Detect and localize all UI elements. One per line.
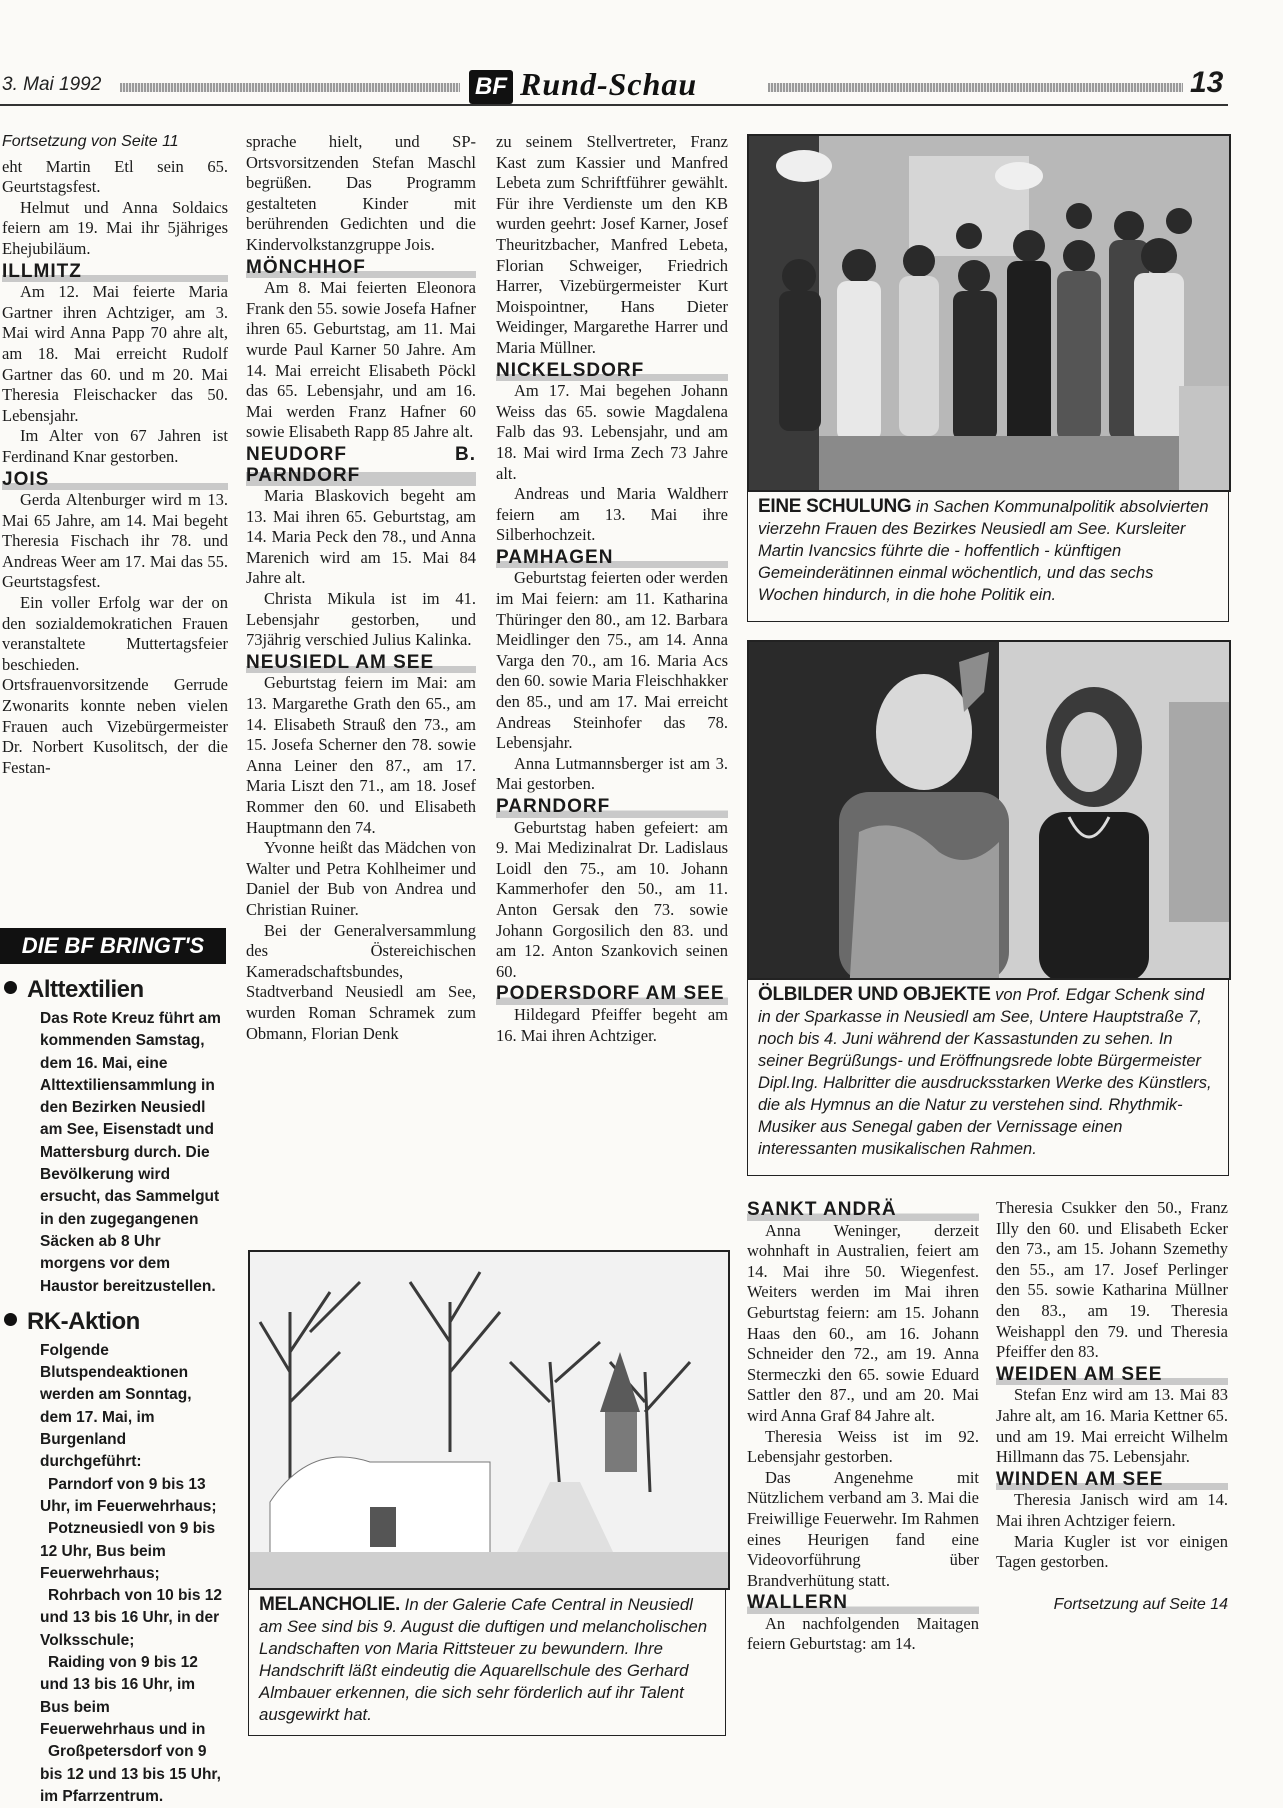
paragraph: Am 8. Mai feierten Eleonora Frank den 55. sowie Josefa Hafner ihren 65. Geburtstag, am 11. Mai wurde Paul Karner 50 Jahre. Am 14. Mai erreicht Elisabeth Pöckl das 65. Lebensjahr, und am 16. Mai werden Franz Hafner 60 sowie Elisabeth Rapp 85 Jahre alt. [246,278,476,442]
section-heading-neudorf: NEUDORF B. PARNDORF [246,443,476,486]
photo-group-women [747,134,1231,492]
bf-paragraph: Raiding von 9 bis 12 und 13 bis 16 Uhr, im Bus beim Feuerwehrhaus und in [40,1654,206,1738]
paragraph: Yvonne heißt das Mädchen von Walter und Petra Kohlheimer und Daniel der Bub von Andrea und Christian Ruiner. [246,838,476,919]
watercolour-painting-image [250,1252,728,1588]
bf-box [0,966,226,1808]
section-heading-podersdorf: PODERSDORF AM SEE [496,982,728,1005]
paragraph: An nachfolgenden Maitagen feiern Geburtstag: am 14. [747,1613,979,1654]
continued-on: Fortsetzung auf Seite 14 [1053,1595,1228,1613]
paragraph: Anna Lutmannsberger ist am 3. Mai gestorben. [496,753,728,794]
section-title: Rund-Schau [520,66,698,102]
paragraph: Andreas und Maria Waldherr feiern am 13. Mai ihre Silberhochzeit. [496,484,728,545]
bf-heading-rk-aktion: RK-Aktion [4,1308,226,1336]
vernissage-photo-image [749,642,1229,978]
column-3 [496,132,728,1046]
column-4 [747,1198,979,1655]
photo-artist-vernissage [747,640,1231,980]
caption-schulung: EINE SCHULUNG in Sachen Kommunalpolitik absolvierten vierzehn Frauen des Bezirkes Neusiedl am See. Kursleiter Martin Ivancsics führte die - hoffentlich - künftigen Gemeinderätinnen einmal wöchentlich, und das sechs Wochen hindurch, in die hohe Politik ein. [747,490,1229,622]
page-number: 13 [1190,66,1224,99]
paragraph: Geburtstag haben gefeiert: am 9. Mai Medizinalrat Dr. Ladislaus Loidl den 75., am 10. Johann Kammerhofer den 50., am 11. Anton Gersak den 73. sowie Johann Gorgosilich den 83. und am 12. Anton Szankovich seinen 60. [496,817,728,981]
paragraph: Am 17. Mai begehen Johann Weiss das 65. sowie Magdalena Falb das 93. Lebensjahr, und am 18. Mai wird Irma Zech 73 Jahre alt. [496,381,728,483]
section-heading-sankt-andrae: SANKT ANDRÄ [747,1198,979,1221]
section-heading-wallern: WALLERN [747,1591,979,1614]
paragraph: sprache hielt, und SP-Ortsvorsitzenden Stefan Maschl begrüßen. Das Programm gestalteten Kinder mit berührenden Gedichten und die Kindervolkstanzgruppe Jois. [246,132,476,254]
column-5 [996,1198,1228,1615]
bf-paragraph: Rohrbach von 10 bis 12 und 13 bis 16 Uhr, in der Volksschule; [40,1587,222,1649]
paragraph: Im Alter von 67 Jahren ist Ferdinand Knar gestorben. [2,426,228,466]
bf-box-title: DIE BF BRINGT'S [0,928,226,964]
column-1 [2,132,228,778]
bf-paragraph: Großpetersdorf von 9 bis 12 und 13 bis 15 Uhr, im Pfarrzentrum. [40,1743,221,1805]
caption-melancholie: MELANCHOLIE. In der Galerie Cafe Central in Neusiedl am See sind bis 9. August die duftigen und melancholischen Landschaften von Maria Rittsteuer zu bewundern. Ihre Handschrift läßt eindeutig die Aquarellschule des Gerhard Almbauer erkennen, die sich sehr förderlich auf ihr Talent ausgewirkt hat. [248,1588,726,1736]
section-heading-nickelsdorf: NICKELSDORF [496,359,728,382]
photo-watercolour [248,1250,730,1590]
paragraph: Ein voller Erfolg war der on den sozialdemokratichen Frauen veranstaltete Muttertagsfeier beschieden. Ortsfrauenvorsitzende Gerrude Zwonarits konnte neben vielen Frauen auch Vizebürgermeister Dr. Norbert Kusolitsch, der die Festan- [2,593,228,777]
paragraph: Christa Mikula ist im 41. Lebensjahr gestorben, und 73jährig verschied Julius Kalinka. [246,589,476,650]
paragraph: Theresia Weiss ist im 92. Lebensjahr gestorben. [747,1426,979,1467]
paragraph: eht Martin Etl sein 65. Geurtstagsfest. [2,156,228,197]
section-heading-winden: WINDEN AM SEE [996,1468,1228,1491]
paragraph: Am 12. Mai feierte Maria Gartner ihren Achtziger, am 3. Mai wird Anna Papp 70 ahre alt, am 18. Mai erreicht Rudolf Gartner das 60. und m 20. Mai Theresia Fleischacker das 50. Lebensjahr. [2,282,228,425]
paragraph: zu seinem Stellvertreter, Franz Kast zum Kassier und Manfred Lebeta zum Schriftführer gewählt. Für ihre Verdienste um den KB wurden geehrt: Josef Karner, Josef Theuritzbacher, Manfred Lebeta, Florian Schweiger, Friedrich Harrer, Vizebürgermeister Kurt Moispointner, Hans Dieter Weidinger, Margarethe Harrer und Maria Müllner. [496,132,728,357]
group-photo-image [749,136,1229,490]
issue-date: 3. Mai 1992 [2,74,102,95]
paragraph: Theresia Csukker den 50., Franz Illy den 60. und Elisabeth Ecker den 73., am 15. Johann Szemethy den 55., am 17. Josef Perlinger den 55. sowie Katharina Müllner den 83., am 19. Theresia Weishappl den 79. und Theresia Pfeiffer den 83. [996,1198,1228,1362]
section-heading-neusiedl: NEUSIEDL AM SEE [246,651,476,674]
paragraph: Maria Kugler ist vor einigen Tagen gestorben. [996,1531,1228,1572]
bf-paragraph: Potzneusiedl von 9 bis 12 Uhr, Bus beim Feuerwehrhaus; [40,1520,216,1582]
paragraph: Bei der Generalversammlung des Östereichischen Kameradschaftsbundes, Stadtverband Neusiedl am See, wurden Roman Schramek zum Obmann, Florian Denk [246,920,476,1043]
paragraph: Maria Blaskovich begeht am 13. Mai ihren 65. Geburtstag, am 14. Maria Peck den 78., und Anna Marenich wird am 15. Mai 84 Jahre alt. [246,486,476,588]
paragraph: Stefan Enz wird am 13. Mai 83 Jahre alt, am 16. Maria Kettner 65. und am 19. Mai erreicht Wilhelm Hillmann das 75. Lebensjahr. [996,1385,1228,1467]
section-heading-moenchhof: MÖNCHHOF [246,256,476,279]
paragraph: Theresia Janisch wird am 14. Mai ihren Achtziger feiern. [996,1490,1228,1530]
bullet-icon [4,981,17,994]
bf-heading-alttextilien: Alttextilien [4,976,226,1004]
paragraph: Helmut und Anna Soldaics feiern am 19. Mai ihr 5jähriges Ehejubiläum. [2,197,228,258]
paragraph: Geburtstag feiern im Mai: am 13. Margarethe Grath den 65., am 14. Elisabeth Strauß den 73., am 15. Josefa Scherner den 78. sowie Anna Leiner den 87., am 17. Maria Liszt den 71., am 18. Josef Rommer den 60. und Elisabeth Hauptmann den 74. [246,673,476,837]
continued-from: Fortsetzung von Seite 11 [2,133,179,150]
paragraph: Gerda Altenburger wird m 13. Mai 65 Jahre, am 14. Mai begeht Theresia Fischach ihr 78. und Andreas Weer am 17. Mai das 55. Geurtstagsfest. [2,490,228,592]
section-heading-jois: JOIS [2,468,228,491]
paragraph: Hildegard Pfeiffer begeht am 16. Mai ihren Achtziger. [496,1004,728,1045]
header-rule-left [120,83,460,92]
bf-paragraph: Parndorf von 9 bis 13 Uhr, im Feuerwehrhaus; [40,1475,217,1515]
paragraph: Das Angenehme mit Nützlichem verband am 3. Mai die Freiwillige Feuerwehr. Im Rahmen eines Heurigen fand eine Videovorführung über Brandverhütung statt. [747,1467,979,1590]
paragraph: Geburtstag feierten oder werden im Mai feiern: am 11. Katharina Thüringer den 80., am 12. Barbara Meidlinger den 75., am 14. Anna Varga den 70., am 16. Maria Acs den 60. sowie Maria Fleischhakker den 85., und am 17. Mai erreicht Andreas Steinhofer das 78. Lebensjahr. [496,568,728,753]
bf-paragraph: Folgende Blutspendeaktionen werden am Sonntag, dem 17. Mai, im Burgenland durchgeführt: [40,1341,192,1471]
section-heading-pamhagen: PAMHAGEN [496,546,728,569]
column-2 [246,132,476,1044]
bullet-icon [4,1313,17,1326]
header-rule-right [768,83,1183,92]
bf-logo: BF [469,70,513,104]
bf-paragraph: Das Rote Kreuz führt am kommenden Samstag, dem 16. Mai, eine Alttextiliensammlung in den Bezirken Neusiedl am See, Eisenstadt und Mattersburg durch. Die Bevölkerung wird ersucht, das Sammelgut in den zugegangenen Säcken ab 8 Uhr morgens vor dem Haustor bereitzustellen. [40,1010,221,1295]
section-heading-parndorf: PARNDORF [496,795,728,818]
section-heading-weiden: WEIDEN AM SEE [996,1363,1228,1386]
section-heading-illmitz: ILLMITZ [2,260,228,283]
header-underline [0,104,1228,106]
caption-oelbilder: ÖLBILDER UND OBJEKTE von Prof. Edgar Schenk sind in der Sparkasse in Neusiedl am See, Untere Hauptstraße 7, noch bis 4. Juni während der Kassastunden zu sehen. In seiner Begrüßungs- und Eröffnungsrede lobte Bürgermeister Dipl.Ing. Halbritter die ausdrucksstarken Werke des Künstlers, die als Hymnus an die Natur zu verstehen sind. Rhythmik-Musiker aus Senegal gaben der Vernissage einen interessanten musikalischen Rahmen. [747,978,1229,1176]
paragraph: Anna Weninger, derzeit wohnhaft in Australien, feiert am 14. Mai ihre 50. Wiegenfest. Weiters werden im Mai ihren Geburtstag feiern: am 15. Johann Haas den 60., am 16. Johann Schneider den 72., am 19. Anna Stermeczki den 65. sowie Eduard Sattler den 87., und am 20. Mai wird Anna Graf 84 Jahre alt. [747,1220,979,1425]
